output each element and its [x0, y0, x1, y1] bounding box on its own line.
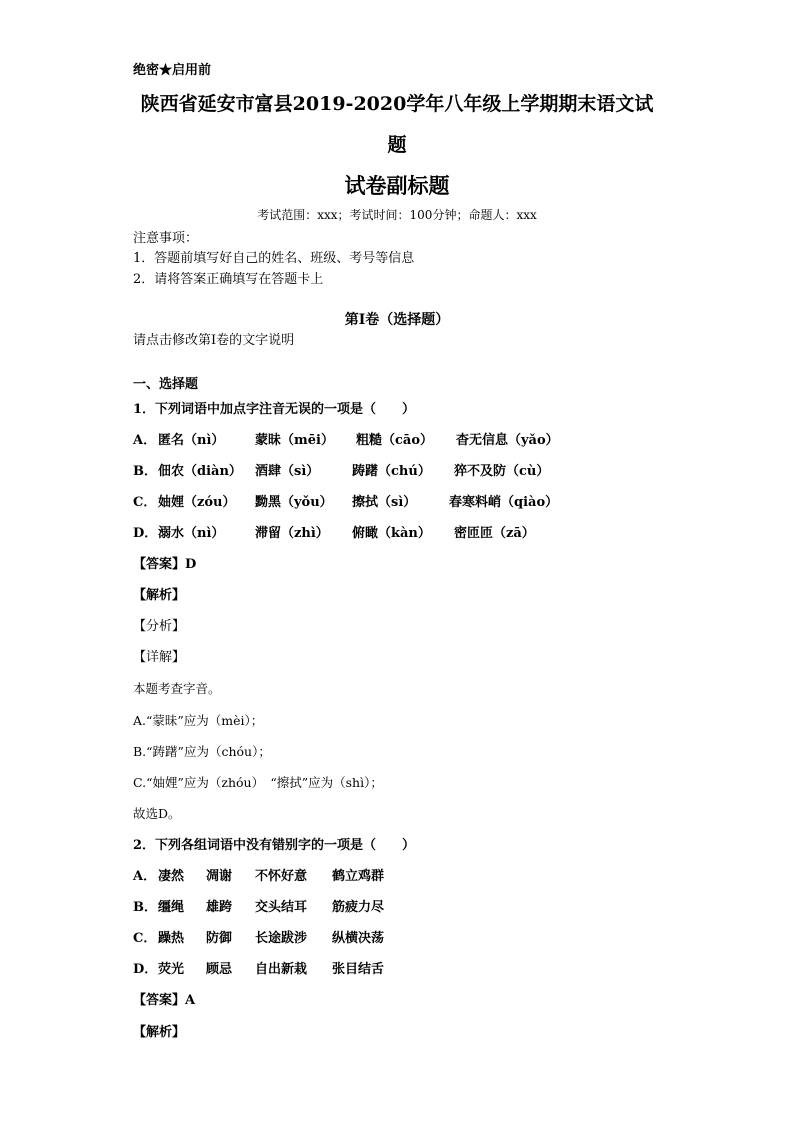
- option-item: 防御: [206, 931, 233, 946]
- section-heading: 一、选择题: [133, 377, 199, 392]
- option-item: 匿名（nì）: [158, 433, 225, 448]
- option-label: C．: [133, 931, 157, 946]
- option-item: 缰绳: [158, 900, 185, 915]
- option-item: 杳无信息（yǎo）: [456, 433, 559, 448]
- exam-title-continued: 题: [387, 134, 407, 156]
- option-item: 滞留（zhì）: [255, 526, 329, 541]
- exam-subtitle: 试卷副标题: [344, 173, 450, 198]
- analysis-sub-label: 【分析】: [133, 619, 186, 634]
- question-stem: 2．下列各组词语中没有错别字的一项是（ ）: [133, 838, 416, 853]
- option-item: 雄跨: [206, 900, 233, 915]
- option-item: 凄然: [158, 869, 185, 884]
- explanation-line: B.“踌躇”应为（chóu）；: [133, 744, 271, 759]
- option-item: 自出新栽: [255, 962, 308, 977]
- option-item: 酒肆（sì）: [255, 464, 320, 479]
- option-item: 蒙昧（mēi）: [255, 433, 334, 448]
- option-item: 筋疲力尽: [332, 900, 385, 915]
- option-label: D．: [133, 526, 158, 541]
- exam-title: 陕西省延安市富县2019-2020学年八年级上学期期末语文试: [140, 93, 654, 115]
- option-item: 佃农（diàn）: [158, 464, 242, 479]
- option-item: 鹤立鸡群: [332, 869, 385, 884]
- notes-heading: 注意事项：: [133, 231, 199, 246]
- option-item: 擦拭（sì）: [352, 495, 417, 510]
- option-item: 躁热: [158, 931, 185, 946]
- explanation-line: A.“蒙昧”应为（mèi）；: [133, 713, 264, 728]
- question-stem: 1．下列词语中加点字注音无误的一项是（ ）: [133, 402, 416, 417]
- explanation-line: C.“妯娌”应为（zhóu） “擦拭”应为（shì）；: [133, 775, 383, 790]
- option-item: 俯瞰（kàn）: [352, 526, 431, 541]
- option-item: 春寒料峭（qiào）: [449, 495, 559, 510]
- detail-label: 【详解】: [133, 650, 186, 665]
- explanation-line: 故选D。: [133, 806, 181, 821]
- option-item: 妯娌（zóu）: [158, 495, 236, 510]
- option-label: C．: [133, 495, 157, 510]
- option-item: 纵横决荡: [332, 931, 385, 946]
- part-description: 请点击修改第I卷的文字说明: [133, 333, 295, 348]
- analysis-label: 【解析】: [133, 1025, 186, 1040]
- option-item: 踌躇（chú）: [352, 464, 431, 479]
- answer-label: 【答案】A: [133, 993, 196, 1008]
- option-item: 粗糙（cāo）: [356, 433, 434, 448]
- option-label: B．: [133, 464, 157, 479]
- option-item: 张目结舌: [332, 962, 385, 977]
- explanation-line: 本题考查字音。: [133, 681, 221, 696]
- option-label: A．: [133, 869, 157, 884]
- notes-item: 2．请将答案正确填写在答题卡上: [133, 272, 324, 287]
- option-item: 荧光: [158, 962, 185, 977]
- part-title: 第I卷（选择题）: [344, 312, 450, 328]
- option-item: 溺水（nì）: [158, 526, 225, 541]
- notes-item: 1．答题前填写好自己的姓名、班级、考号等信息: [133, 251, 415, 266]
- option-label: B．: [133, 900, 157, 915]
- option-item: 黝黑（yǒu）: [255, 495, 333, 510]
- secret-label: 绝密★启用前: [133, 63, 212, 78]
- option-label: A．: [133, 433, 157, 448]
- answer-label: 【答案】D: [133, 557, 197, 572]
- analysis-label: 【解析】: [133, 588, 186, 603]
- option-item: 长途跋涉: [255, 931, 308, 946]
- option-item: 顾忌: [206, 962, 233, 977]
- option-item: 交头结耳: [255, 900, 308, 915]
- option-item: 凋谢: [206, 869, 233, 884]
- option-item: 猝不及防（cù）: [454, 464, 550, 479]
- option-item: 密匝匝（zā）: [454, 526, 535, 541]
- option-item: 不怀好意: [255, 869, 308, 884]
- exam-info: 考试范围：xxx；考试时间：100分钟；命题人：xxx: [257, 208, 537, 222]
- option-label: D．: [133, 962, 158, 977]
